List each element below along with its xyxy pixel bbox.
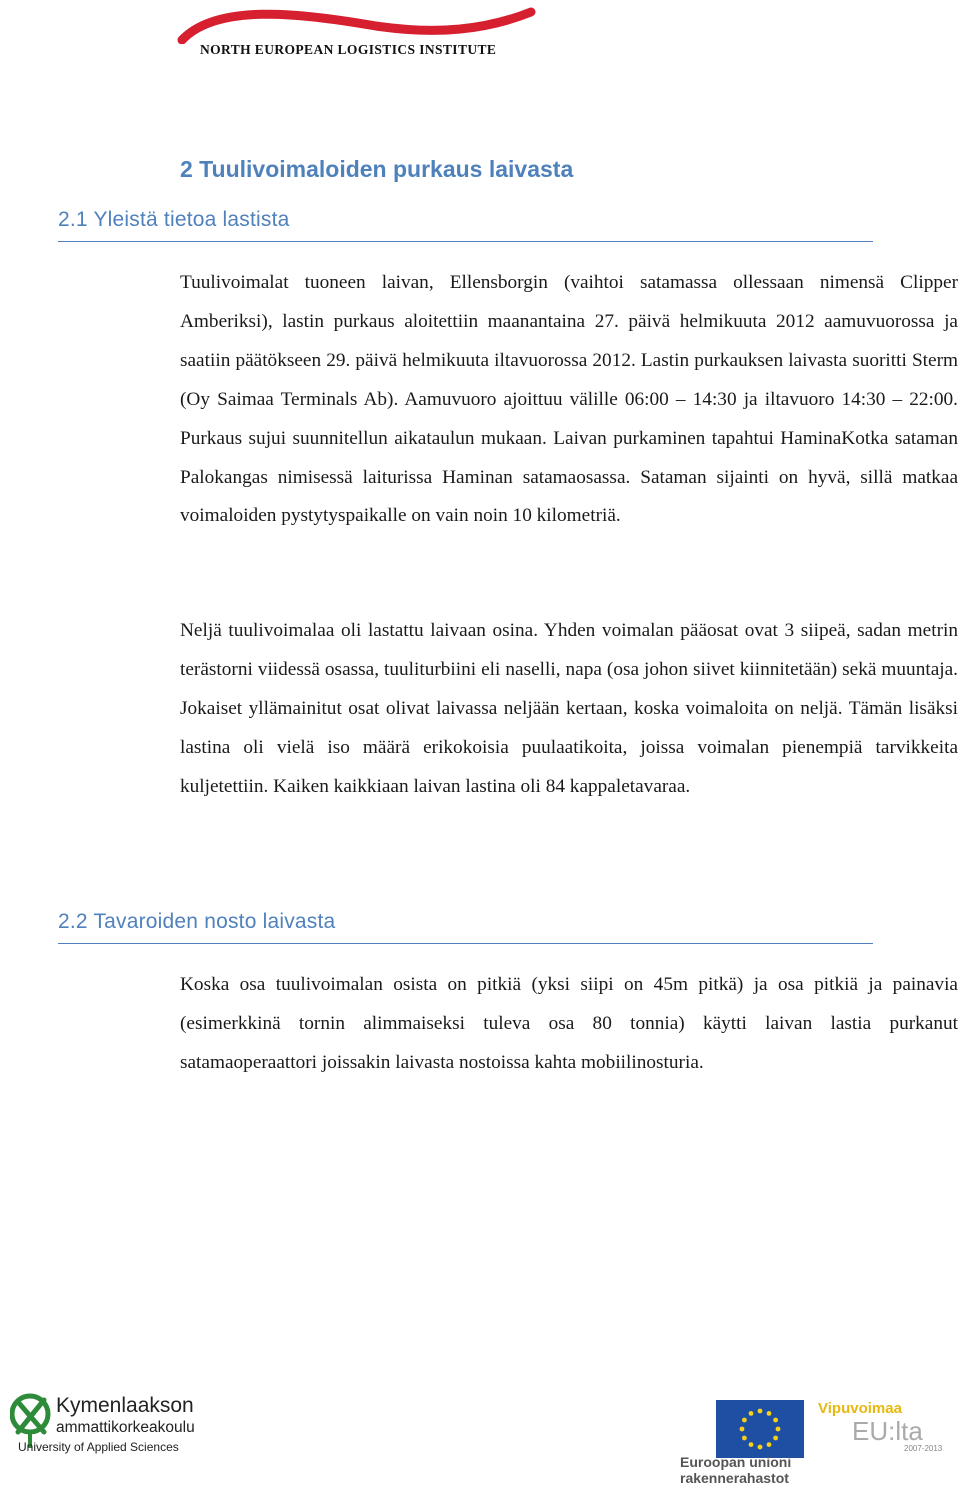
section-heading-2-1: 2.1 Yleistä tietoa lastista — [58, 208, 290, 231]
eu-flag-icon — [716, 1400, 804, 1458]
eu-funds: rakennerahastot — [680, 1470, 789, 1486]
section-divider — [58, 943, 873, 944]
chapter-heading: 2 Tuulivoimaloiden purkaus laivasta — [180, 156, 574, 182]
kyamk-logo — [10, 1392, 195, 1460]
kyamk-english-name: University of Applied Sciences — [18, 1440, 179, 1454]
vipuvoimaa-years: 2007-2013 — [904, 1444, 943, 1453]
vipuvoimaa-eu: EU:lta — [852, 1416, 923, 1446]
paragraph-lifting: Koska osa tuulivoimalan osista on pitkiä (yksi siipi on 45m pitkä) ja osa pitkiä ja painavia (esimerkkinä tornin alimmaiseksi tuleva osa 80 tonnia) käytti laivan lastia purkanut satamaoperaattori joissakin laivasta nostoissa kahta mobiilinosturia. — [180, 974, 958, 1073]
vipuvoimaa-title: Vipuvoimaa — [818, 1400, 902, 1417]
vipuvoimaa-logo — [818, 1400, 954, 1456]
organization-name: NORTH EUROPEAN LOGISTICS INSTITUTE — [200, 42, 497, 57]
eu-name: Euroopan unioni — [680, 1454, 792, 1470]
section-divider — [58, 241, 873, 242]
section-heading-2-2: 2.2 Tavaroiden nosto laivasta — [58, 910, 336, 933]
nelli-logo — [176, 4, 536, 56]
paragraph-turbine-parts: Neljä tuulivoimalaa oli lastattu laivaan osina. Yhden voimalan pääosat ovat 3 siipeä, sadan metrin terästorni viidessä osassa, tuuliturbiini eli naselli, napa (osa johon siivet kiinnitetään) sekä muuntaja. Jokaiset yllämainitut osat olivat laivassa neljään kertaan, koska voimaloita on neljä. Tämän lisäksi lastina oli vielä iso määrä erikokoisia puulaatikoita, joissa voimalan pienempiä tarvikkeita kuljetettiin. Kaiken kaikkiaan laivan lastina oli 84 kappaletavaraa. — [180, 620, 958, 797]
eu-logo — [676, 1400, 810, 1486]
kyamk-name: Kymenlaakson — [56, 1394, 194, 1417]
kyamk-subtitle: ammattikorkeakoulu — [56, 1419, 195, 1436]
paragraph-cargo-overview: Tuulivoimalat tuoneen laivan, Ellensborgin (vaihtoi satamassa ollessaan nimensä Clipper Amberiksi), lastin purkaus aloitettiin maanantaina 27. päivä helmikuuta 2012 aamuvuorossa ja saatiin päätökseen 29. päivä helmikuuta iltavuorossa 2012. Lastin purkauksen laivasta suoritti Sterm (Oy Saimaa Terminals Ab). Aamuvuoro ajoittuu välille 06:00 – 14:30 ja iltavuoro 14:30 – 22:00. Purkaus sujui suunnitellun aikataulun mukaan. Laivan purkaminen tapahtui HaminaKotka sataman Palokangas nimisessä laiturissa Haminan satamaosassa. Sataman sijainti on hyvä, sillä matkaa voimaloiden pystytyspaikalle on vain noin 10 kilometriä. — [180, 272, 958, 527]
swoosh-logo-graphic — [176, 4, 536, 44]
